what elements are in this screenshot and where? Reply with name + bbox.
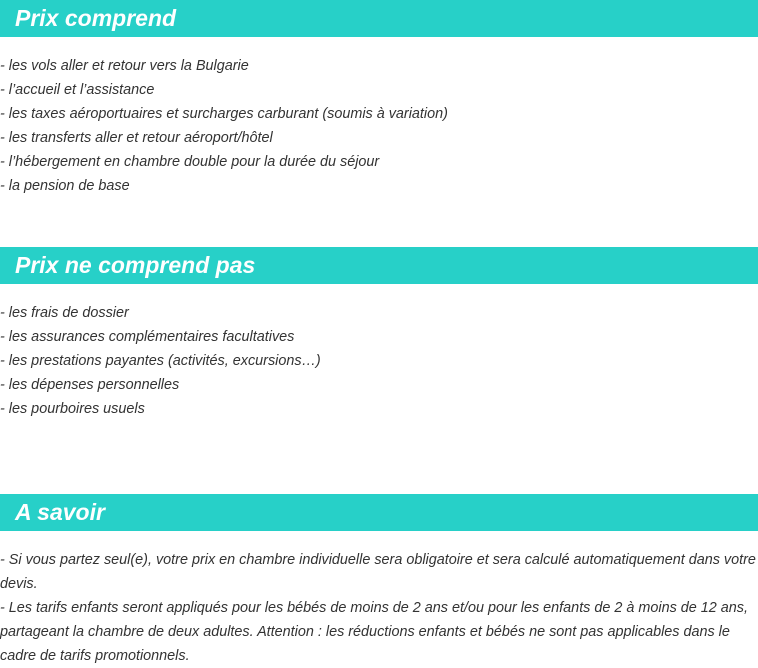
- info-paragraph: - Les tarifs enfants seront appliqués pour les bébés de moins de 2 ans et/ou pour les enfants de 2 à moins de 12 ans, partageant la chambre de deux adultes. Attention : les réductions enfants et bébés ne sont pas applicables dans le cadre de tarifs promotionnels.: [0, 600, 748, 664]
- section-title: Prix ne comprend pas: [15, 252, 256, 278]
- list-item: - les taxes aéroportuaires et surcharges carburant (soumis à variation): [0, 106, 448, 122]
- info-paragraphs: [0, 548, 758, 668]
- list-item: - la pension de base: [0, 178, 130, 194]
- section-header-prix-ne-comprend-pas: [0, 247, 758, 284]
- list-item: - les dépenses personnelles: [0, 377, 180, 393]
- list-item: - les frais de dossier: [0, 305, 129, 321]
- section-title: Prix comprend: [15, 5, 177, 31]
- section-header-a-savoir: [0, 494, 758, 531]
- section-header-prix-comprend: [0, 0, 758, 37]
- list-item: - les pourboires usuels: [0, 401, 145, 417]
- list-item: - les assurances complémentaires facultatives: [0, 329, 295, 345]
- list-item: - les vols aller et retour vers la Bulgarie: [0, 58, 249, 74]
- included-list: [0, 54, 758, 198]
- info-paragraph: - Si vous partez seul(e), votre prix en chambre individuelle sera obligatoire et sera calculé automatiquement dans votre devis.: [0, 552, 756, 592]
- section-title: A savoir: [15, 499, 105, 525]
- list-item: - l’hébergement en chambre double pour la durée du séjour: [0, 154, 380, 170]
- list-item: - l’accueil et l’assistance: [0, 82, 155, 98]
- list-item: - les prestations payantes (activités, excursions…): [0, 353, 321, 369]
- excluded-list: [0, 301, 758, 421]
- list-item: - les transferts aller et retour aéroport/hôtel: [0, 130, 273, 146]
